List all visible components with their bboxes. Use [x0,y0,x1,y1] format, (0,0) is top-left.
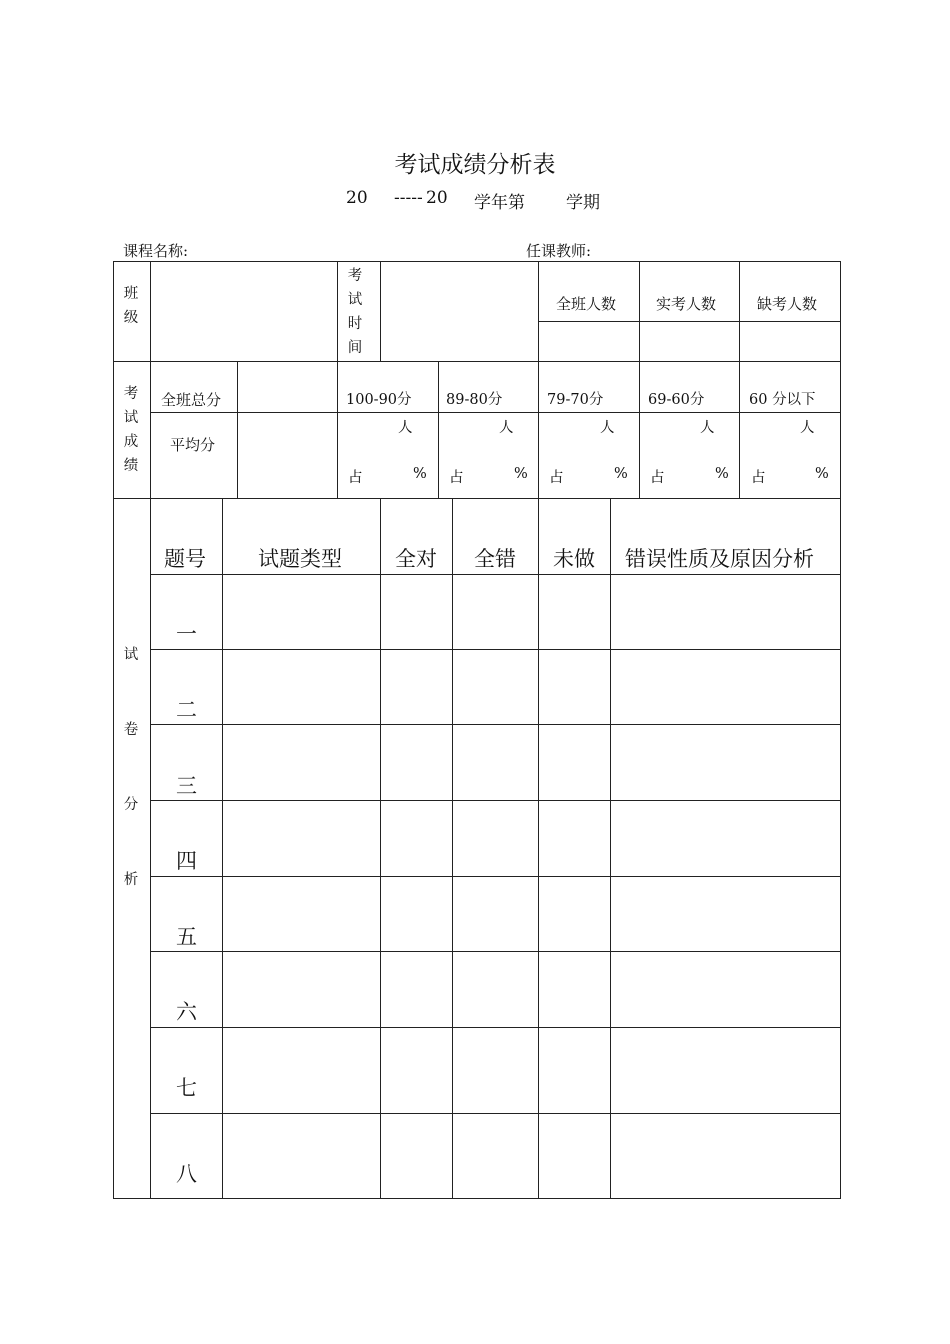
share-label: 占 [650,470,665,486]
column-header-not-done: 未做 [553,547,595,571]
share-label: 占 [751,470,766,486]
share-label: 占 [449,470,464,486]
range-69-60: 69-60分 [648,392,705,408]
column-header-type: 试题类型 [258,547,342,571]
question-number: 四 [176,849,197,873]
percent-sign: % [413,466,427,482]
person-count-label: 人 [800,420,815,436]
question-number: 三 [176,774,197,798]
column-header-error-analysis: 错误性质及原因分析 [625,547,814,571]
document-title: 考试成绩分析表 [394,152,556,178]
percent-sign: % [614,466,628,482]
class-label: 班 级 [123,286,139,326]
range-79-70: 79-70分 [547,392,604,408]
paper-analysis-label: 试 卷 分 析 [123,647,139,888]
share-label: 占 [549,470,564,486]
teacher-label: 任课教师: [526,242,592,260]
average-score-label: 平均分 [170,436,216,454]
question-number: 二 [176,698,197,722]
percent-sign: % [715,466,729,482]
range-60-below: 60 分以下 [749,392,816,408]
person-count-label: 人 [398,420,413,436]
person-count-label: 人 [700,420,715,436]
range-89-80: 89-80分 [446,392,503,408]
total-students-label: 全班人数 [556,295,617,313]
range-100-90: 100-90分 [346,392,412,408]
subtitle-semester: 学期 [566,193,600,213]
person-count-label: 人 [499,420,514,436]
course-name-label: 课程名称: [123,242,189,260]
absent-students-label: 缺考人数 [757,295,818,313]
percent-sign: % [815,466,829,482]
column-header-all-correct: 全对 [395,547,437,571]
actual-students-label: 实考人数 [656,295,717,313]
question-number: 一 [176,622,197,646]
subtitle-school-year: 学年第 [474,193,525,213]
question-number: 八 [176,1162,197,1186]
subtitle-dashes: ----- [394,188,423,208]
subtitle-year-end: 20 [426,188,448,208]
exam-time-label: 考 试 时 间 [347,268,363,356]
question-number: 七 [176,1076,197,1100]
question-number: 五 [176,925,197,949]
percent-sign: % [514,466,528,482]
question-number: 六 [176,1000,197,1024]
column-header-all-wrong: 全错 [474,547,516,571]
share-label: 占 [348,470,363,486]
exam-scores-label: 考 试 成 绩 [123,386,139,474]
person-count-label: 人 [600,420,615,436]
class-total-score-label: 全班总分 [161,391,222,409]
column-header-number: 题号 [164,547,206,571]
subtitle-year-start: 20 [346,188,368,208]
